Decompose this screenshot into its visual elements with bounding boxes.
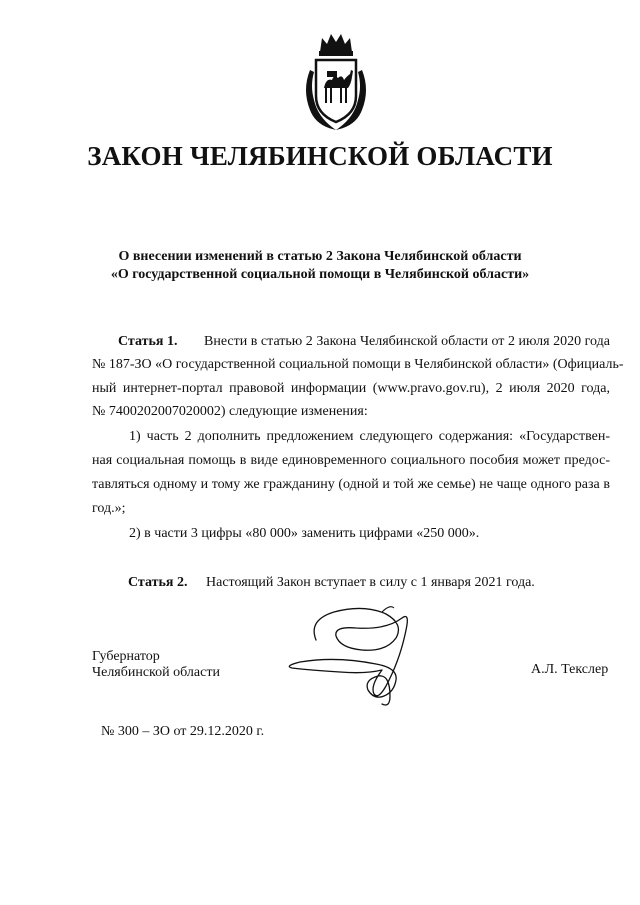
item-1-line-3: тавляться одному и тому же гражданину (одной и той же семье) не чаще одного раза в: [92, 477, 610, 492]
signatory-name: А.Л. Текслер: [531, 662, 609, 677]
coat-of-arms-emblem: [296, 30, 376, 134]
shield-icon: [316, 60, 356, 122]
item-1-line-1: 1) часть 2 дополнить предложением следующего содержания: «Государствен-: [129, 429, 610, 444]
crown-icon: [319, 34, 353, 56]
article-1-line-1: Внести в статью 2 Закона Челябинской области от 2 июля 2020 года: [204, 334, 610, 349]
item-2-line: 2) в части 3 цифры «80 000» заменить цифрами «250 000».: [129, 526, 480, 541]
item-1-line-2: ная социальная помощь в виде единовременного социального пособия может предос-: [92, 453, 610, 468]
handwritten-signature: [278, 600, 428, 710]
signatory-position-line-2: Челябинской области: [92, 665, 220, 680]
article-1-line-2: № 187-ЗО «О государственной социальной помощи в Челябинской области» (Официаль-: [92, 357, 624, 372]
law-title: ЗАКОН ЧЕЛЯБИНСКОЙ ОБЛАСТИ: [87, 141, 553, 171]
item-1-line-4: год.»;: [92, 501, 126, 516]
law-subtitle-line-1: О внесении изменений в статью 2 Закона Челябинской области: [118, 249, 522, 264]
article-2-label: Статья 2.: [128, 575, 188, 590]
article-2-text: Настоящий Закон вступает в силу с 1 января 2021 года.: [206, 575, 535, 590]
article-1-line-3: ный интернет-портал правовой информации (www.pravo.gov.ru), 2 июля 2020 года,: [92, 381, 610, 396]
law-subtitle-line-2: «О государственной социальной помощи в Челябинской области»: [110, 267, 530, 282]
article-1-line-4: № 7400202007020002) следующие изменения:: [92, 404, 368, 419]
signatory-position-line-1: Губернатор: [92, 649, 160, 664]
law-number-date: № 300 – ЗО от 29.12.2020 г.: [101, 724, 265, 739]
article-1-label: Статья 1.: [118, 334, 178, 349]
